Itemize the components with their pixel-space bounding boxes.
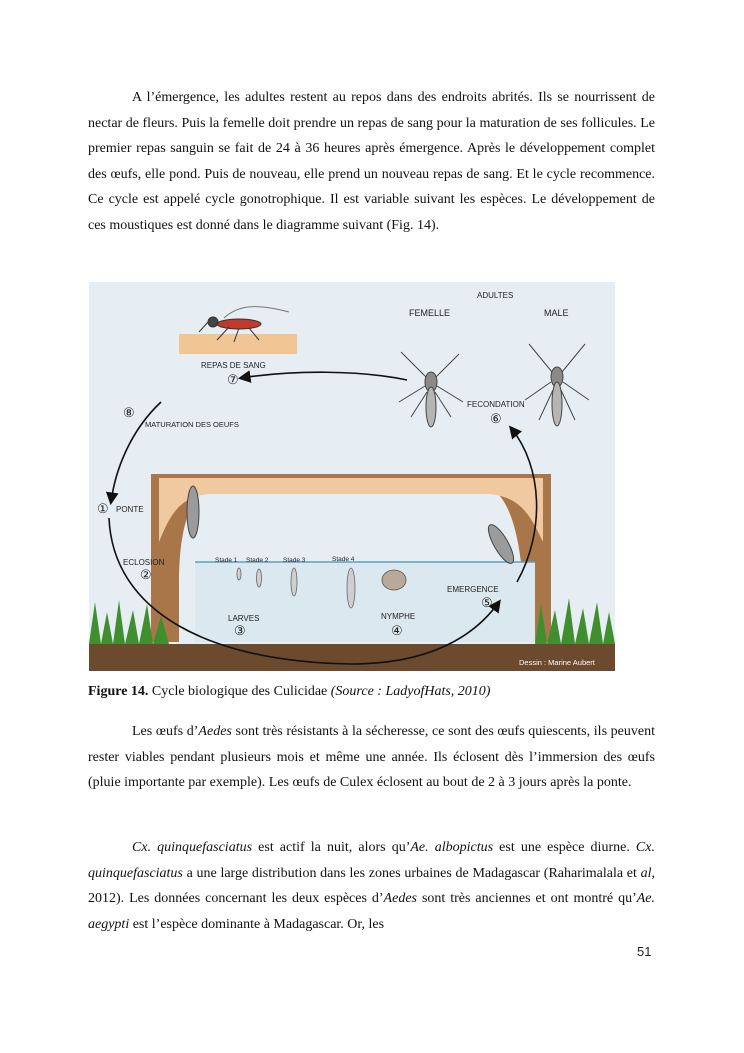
step-6: ⑥ (490, 411, 502, 426)
text-run: Les œufs d’ (132, 724, 199, 739)
label-male: MALE (544, 308, 569, 318)
italic-run: Ae. aegypti (88, 891, 656, 932)
label-stade-1: Stade 1 (215, 557, 238, 564)
body-paragraph (88, 835, 655, 937)
label-adultes: ADULTES (477, 291, 514, 300)
text-run: sont très résistants à la sécheresse, ce sont des œufs quiescents, ils peuvent rester viables pendant plusieurs mois et même une année. Ils éclosent dès l’immersion des œufs (pluie importante par exemple). Les œufs de Culex éclosent au bout de 2 à 3 jours après la ponte. (88, 724, 655, 791)
caption-text: Cycle biologique des Culicidae (148, 684, 331, 699)
step-8: ⑧ (123, 405, 135, 420)
figure-credit: Dessin : Marine Aubert (519, 658, 595, 667)
italic-run: Aedes (383, 891, 417, 907)
italic-run: al, (640, 865, 655, 881)
body-paragraph (88, 719, 655, 796)
step-2: ② (140, 567, 152, 582)
skin-strip (179, 334, 297, 354)
step-1: ① (97, 501, 109, 516)
life-cycle-figure (89, 282, 615, 671)
label-eclosion: ECLOSION (123, 558, 165, 567)
paragraph-text: A l’émergence, les adultes restent au repos dans des endroits abrités. Ils se nourrissent de nectar de fleurs. Puis la femelle doit prendre un repas de sang pour la maturation de ses follicules. Le premier repas sanguin se fait de 24 à 36 heures après émergence. Après le développement complet des œufs, elle pond. Puis de nouveau, elle prend un nouveau repas de sang. Et le cycle recommence. Ce cycle est appelé cycle gonotrophique. Il est variable suivant les espèces. Le développement de ces moustiques est donné dans le diagramme suivant (Fig. 14). (88, 90, 655, 233)
body-paragraph (88, 85, 655, 239)
step-5: ⑤ (481, 595, 493, 610)
label-stade-4: Stade 4 (332, 556, 355, 563)
step-7: ⑦ (227, 372, 239, 387)
label-repas: REPAS DE SANG (201, 361, 266, 370)
page-number: 51 (637, 944, 652, 959)
label-femelle: FEMELLE (409, 308, 451, 318)
egg-laying-mosquito-icon (187, 486, 199, 538)
text-run: est actif la nuit, alors qu’ (252, 840, 411, 855)
step-3: ③ (234, 623, 246, 638)
text-run: est une espèce diurne. (493, 840, 636, 855)
text-run: 2012). Les données concernant les deux espèces d’ (88, 891, 384, 907)
label-stade-3: Stade 3 (283, 557, 306, 564)
italic-run: Cx. quinquefasciatus (88, 840, 655, 881)
italic-run: Cx. quinquefasciatus (132, 840, 253, 855)
label-nymphe: NYMPHE (381, 612, 416, 621)
label-maturation: MATURATION DES OEUFS (145, 420, 239, 429)
figure-caption (88, 684, 490, 700)
label-stade-2: Stade 2 (246, 557, 269, 564)
italic-run: Aedes (198, 724, 232, 739)
label-emergence: EMERGENCE (447, 585, 499, 594)
life-cycle-diagram (89, 282, 615, 671)
text-run: est l’espèce dominante à Madagascar. Or, les (129, 916, 385, 932)
label-ponte: PONTE (116, 505, 144, 514)
step-4: ④ (391, 623, 403, 638)
text-run: sont très anciennes et ont montré qu’ (416, 891, 637, 907)
label-larves: LARVES (228, 614, 260, 623)
italic-run: Ae. albopictus (410, 840, 494, 855)
text-run: a une large distribution dans les zones urbaines de Madagascar (Raharimalala et (182, 865, 641, 881)
pupa-icon (382, 570, 406, 590)
caption-label: Figure 14. (88, 684, 149, 699)
caption-source: (Source : LadyofHats, 2010) (330, 684, 491, 699)
label-fecondation: FECONDATION (467, 400, 525, 409)
